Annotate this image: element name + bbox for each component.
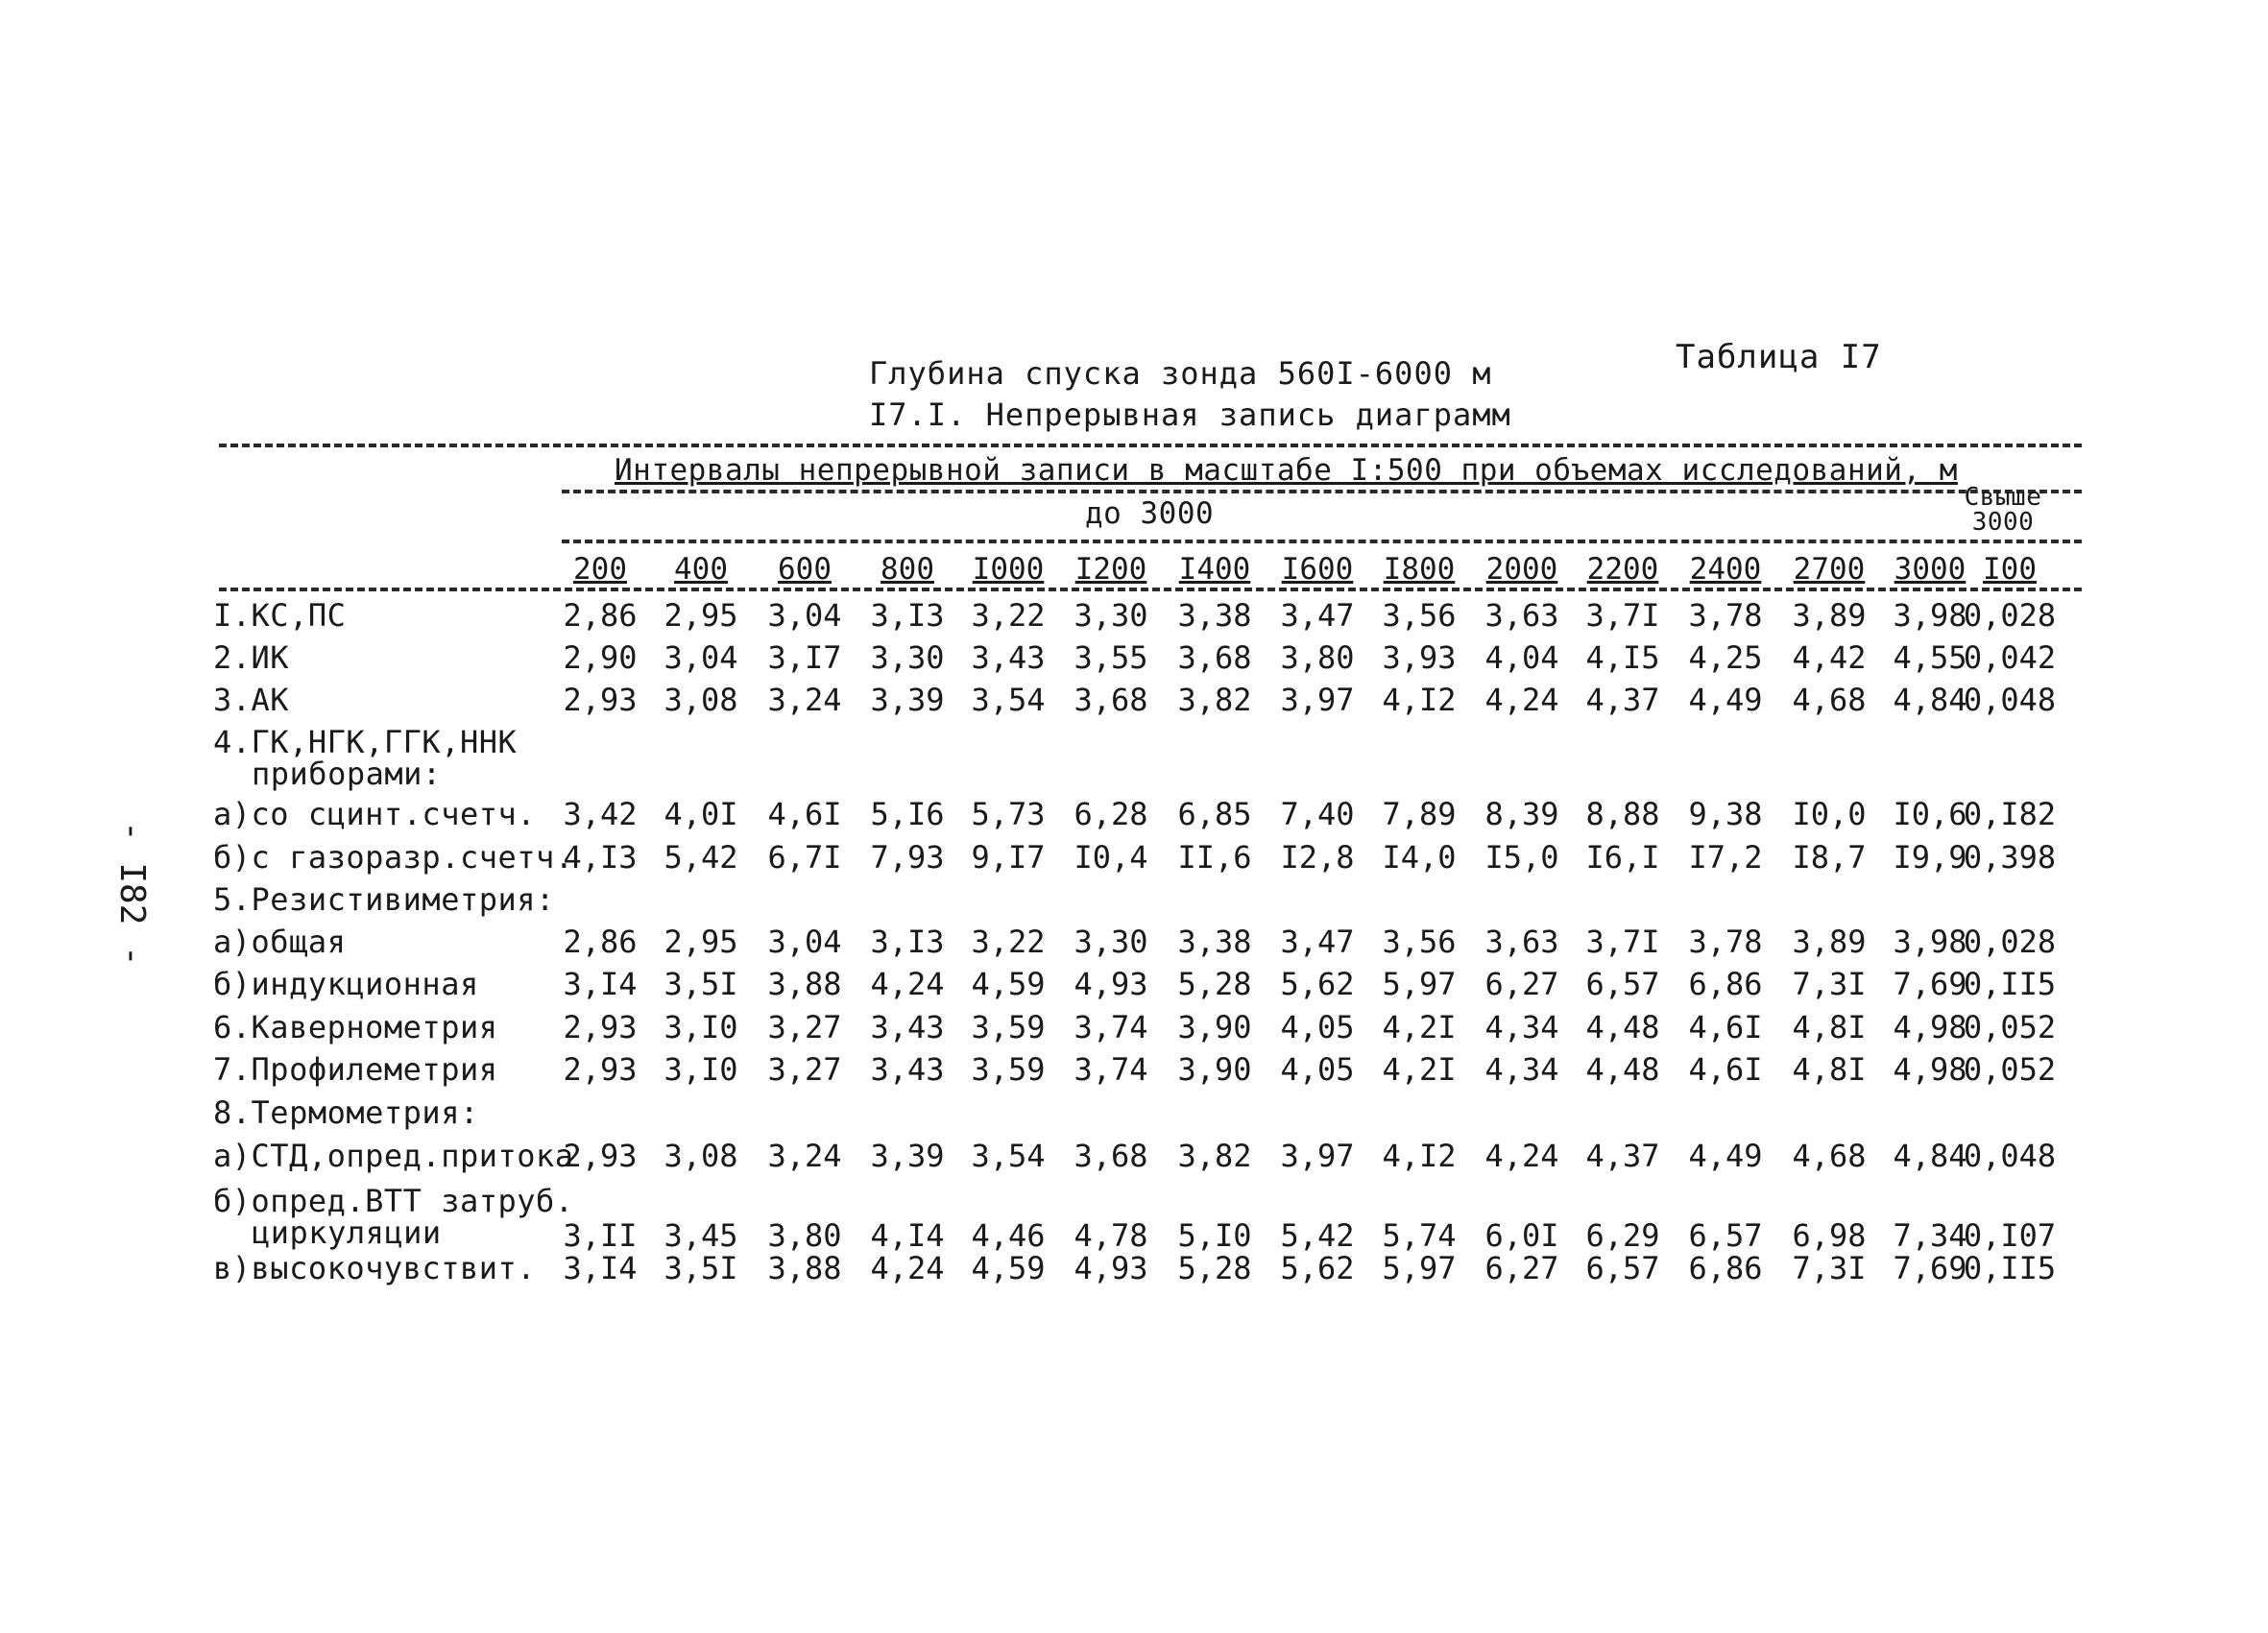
row-label: [213, 724, 518, 792]
row-label-text: 6.Кавернометрия: [213, 1009, 498, 1045]
table-cell: 7,69: [1893, 966, 1967, 1002]
table-cell: 0,048: [1963, 682, 2057, 718]
table-cell: 3,74: [1074, 1051, 1148, 1088]
table-cell: 4,68: [1792, 1138, 1867, 1174]
page-title: Глубина спуска зонда 560I-6000 м: [869, 355, 1492, 392]
table-cell: 4,I4: [870, 1217, 945, 1254]
table-cell: 0,052: [1963, 1051, 2057, 1088]
column-header: 2000: [1485, 552, 1558, 587]
header-rule-1: [562, 490, 2082, 493]
intervals-header: Интервалы непрерывной записи в масштабе I:500 при объемах исследований, м: [615, 453, 1958, 488]
table-cell: 3,82: [1177, 1138, 1252, 1174]
table-cell: 3,68: [1074, 682, 1148, 718]
table-cell: I0,0: [1792, 796, 1867, 832]
table-cell: 3,43: [971, 639, 1046, 676]
row-label-text: 4.ГК,НГК,ГГК,ННК: [213, 724, 518, 760]
row-label: [213, 881, 555, 918]
row-label: [213, 682, 289, 718]
header-rule-2: [562, 540, 2082, 543]
table-cell: 3,04: [767, 597, 842, 634]
table-cell: 4,84: [1893, 1138, 1967, 1174]
table-cell: 3,I0: [664, 1051, 738, 1088]
table-cell: 3,I3: [870, 924, 945, 960]
table-cell: 8,88: [1585, 796, 1660, 832]
page-number: - I82 -: [112, 821, 152, 967]
table-cell: 4,68: [1792, 682, 1867, 718]
table-cell: 4,55: [1893, 639, 1967, 676]
table-cell: 5,62: [1280, 1250, 1355, 1286]
table-cell: 3,24: [767, 682, 842, 718]
table-cell: 4,46: [971, 1217, 1046, 1254]
table-cell: 4,34: [1484, 1051, 1559, 1088]
table-cell: 3,56: [1382, 597, 1457, 634]
table-cell: 3,47: [1280, 597, 1355, 634]
table-cell: 6,7I: [767, 839, 842, 876]
table-cell: 3,88: [767, 1250, 842, 1286]
table-cell: 3,90: [1177, 1009, 1252, 1045]
table-cell: 0,028: [1963, 924, 2057, 960]
row-label: [213, 1094, 479, 1131]
column-header: I00: [1983, 552, 2037, 587]
column-header: 3000: [1894, 552, 1966, 587]
row-label-text: 2.ИК: [213, 639, 290, 676]
table-cell: 8,39: [1484, 796, 1559, 832]
table-cell: 3,56: [1382, 924, 1457, 960]
table-cell: 9,38: [1688, 796, 1763, 832]
table-cell: 3,30: [1074, 924, 1148, 960]
table-cell: 4,93: [1074, 966, 1148, 1002]
row-label: [213, 1183, 574, 1251]
table-cell: 4,6I: [1688, 1009, 1763, 1045]
table-cell: 3,5I: [664, 1250, 738, 1286]
table-cell: 0,052: [1963, 1009, 2057, 1045]
row-label-text: 8.Термометрия:: [213, 1094, 479, 1131]
row-label-text: I.КС,ПС: [213, 597, 347, 634]
table-cell: 4,49: [1688, 682, 1763, 718]
table-cell: 3,63: [1484, 924, 1559, 960]
table-cell: 3,74: [1074, 1009, 1148, 1045]
table-cell: 2,93: [563, 1138, 638, 1174]
table-cell: 5,I0: [1177, 1217, 1252, 1254]
table-cell: 4,6I: [767, 796, 842, 832]
row-label: [213, 1009, 497, 1045]
table-cell: 4,I3: [563, 839, 638, 876]
column-header: 600: [778, 552, 832, 587]
table-cell: 6,57: [1585, 966, 1660, 1002]
table-cell: 0,I07: [1963, 1217, 2057, 1254]
table-cell: 6,86: [1688, 966, 1763, 1002]
table-cell: 3,47: [1280, 924, 1355, 960]
table-cell: 4,6I: [1688, 1051, 1763, 1088]
table-cell: 3,55: [1074, 639, 1148, 676]
table-cell: 4,98: [1893, 1009, 1967, 1045]
table-cell: 4,24: [1484, 682, 1559, 718]
table-cell: 3,59: [971, 1009, 1046, 1045]
table-cell: 5,42: [1280, 1217, 1355, 1254]
row-label-text: а)СТД,опред.притока: [213, 1138, 574, 1174]
table-cell: 3,I4: [563, 966, 638, 1002]
row-label: [213, 597, 346, 634]
row-label-text: а)со сцинт.счетч.: [213, 796, 537, 832]
table-cell: 3,38: [1177, 597, 1252, 634]
table-cell: 7,69: [1893, 1250, 1967, 1286]
over-3000-header: [1955, 485, 2051, 535]
table-cell: 4,42: [1792, 639, 1867, 676]
table-cell: 3,78: [1688, 597, 1763, 634]
table-cell: 3,89: [1792, 924, 1867, 960]
table-cell: 3,90: [1177, 1051, 1252, 1088]
table-cell: 3,I7: [767, 639, 842, 676]
table-cell: 4,93: [1074, 1250, 1148, 1286]
table-cell: II,6: [1177, 839, 1252, 876]
table-cell: 5,42: [664, 839, 738, 876]
column-header: 400: [674, 552, 728, 587]
table-cell: 5,28: [1177, 966, 1252, 1002]
row-label: [213, 796, 536, 832]
table-cell: 3,39: [870, 1138, 945, 1174]
table-cell: 7,3I: [1792, 966, 1867, 1002]
table-cell: 6,27: [1484, 966, 1559, 1002]
column-header: 2400: [1689, 552, 1762, 587]
table-cell: 3,42: [563, 796, 638, 832]
table-cell: I2,8: [1280, 839, 1355, 876]
table-cell: 5,97: [1382, 1250, 1457, 1286]
table-cell: 0,042: [1963, 639, 2057, 676]
table-cell: 3,08: [664, 1138, 738, 1174]
table-cell: 5,73: [971, 796, 1046, 832]
table-cell: 3,68: [1177, 639, 1252, 676]
table-cell: I9,9: [1893, 839, 1967, 876]
table-cell: 4,37: [1585, 1138, 1660, 1174]
table-cell: I8,7: [1792, 839, 1867, 876]
table-cell: 5,28: [1177, 1250, 1252, 1286]
table-cell: 7,89: [1382, 796, 1457, 832]
table-cell: 3,88: [767, 966, 842, 1002]
table-cell: 3,I0: [664, 1009, 738, 1045]
row-label: [213, 839, 574, 876]
row-label: [213, 924, 346, 960]
table-cell: 2,86: [563, 597, 638, 634]
table-cell: 3,II: [563, 1217, 638, 1254]
table-cell: 6,86: [1688, 1250, 1763, 1286]
table-cell: 4,98: [1893, 1051, 1967, 1088]
row-label-text: б)индукционная: [213, 966, 479, 1002]
table-cell: 4,25: [1688, 639, 1763, 676]
table-cell: 9,I7: [971, 839, 1046, 876]
table-cell: I5,0: [1484, 839, 1559, 876]
table-cell: 7,40: [1280, 796, 1355, 832]
table-cell: 3,04: [767, 924, 842, 960]
table-cell: 3,7I: [1585, 597, 1660, 634]
table-cell: 6,28: [1074, 796, 1148, 832]
table-cell: 5,74: [1382, 1217, 1457, 1254]
column-header: 2700: [1793, 552, 1866, 587]
column-header: 2200: [1586, 552, 1659, 587]
column-header: 800: [881, 552, 934, 587]
table-cell: I0,4: [1074, 839, 1148, 876]
table-cell: 4,8I: [1792, 1051, 1867, 1088]
table-cell: 3,30: [1074, 597, 1148, 634]
table-cell: 5,97: [1382, 966, 1457, 1002]
row-label: [213, 1250, 536, 1286]
table-cell: 3,27: [767, 1009, 842, 1045]
table-cell: I4,0: [1382, 839, 1457, 876]
table-cell: 3,98: [1893, 924, 1967, 960]
table-cell: 4,05: [1280, 1009, 1355, 1045]
table-cell: 3,30: [870, 639, 945, 676]
table-cell: 4,34: [1484, 1009, 1559, 1045]
table-cell: 4,05: [1280, 1051, 1355, 1088]
table-cell: 4,24: [1484, 1138, 1559, 1174]
row-label: [213, 1051, 497, 1088]
row-label-text: а)общая: [213, 924, 347, 960]
row-label-text: 5.Резистивиметрия:: [213, 881, 555, 918]
table-cell: 4,I2: [1382, 1138, 1457, 1174]
row-label: [213, 639, 289, 676]
table-cell: 4,78: [1074, 1217, 1148, 1254]
table-cell: 3,I3: [870, 597, 945, 634]
table-cell: 3,82: [1177, 682, 1252, 718]
table-cell: 4,59: [971, 1250, 1046, 1286]
table-cell: 3,54: [971, 682, 1046, 718]
table-cell: 0,398: [1963, 839, 2057, 876]
row-label-text: б)с газоразр.счетч.: [213, 839, 574, 876]
table-cell: 3,80: [1280, 639, 1355, 676]
table-cell: 3,80: [767, 1217, 842, 1254]
row-label-continuation: циркуляции: [252, 1214, 442, 1251]
table-cell: 3,93: [1382, 639, 1457, 676]
table-cell: 3,08: [664, 682, 738, 718]
table-cell: 3,97: [1280, 682, 1355, 718]
table-cell: 4,0I: [664, 796, 738, 832]
table-cell: 5,62: [1280, 966, 1355, 1002]
table-cell: 5,I6: [870, 796, 945, 832]
table-cell: 2,95: [664, 597, 738, 634]
row-label-text: 7.Профилеметрия: [213, 1051, 498, 1088]
table-cell: 0,II5: [1963, 966, 2057, 1002]
table-cell: 3,27: [767, 1051, 842, 1088]
column-header: I600: [1281, 552, 1354, 587]
row-label-text: б)опред.ВТТ затруб.: [213, 1183, 574, 1219]
table-cell: 4,84: [1893, 682, 1967, 718]
table-cell: 3,45: [664, 1217, 738, 1254]
table-cell: 3,59: [971, 1051, 1046, 1088]
table-cell: 3,78: [1688, 924, 1763, 960]
table-cell: 4,8I: [1792, 1009, 1867, 1045]
table-cell: 0,048: [1963, 1138, 2057, 1174]
column-header: I000: [972, 552, 1045, 587]
header-bottom-rule: [219, 588, 2082, 591]
table-cell: 4,48: [1585, 1051, 1660, 1088]
table-cell: 3,63: [1484, 597, 1559, 634]
column-header: I200: [1074, 552, 1147, 587]
table-cell: 0,II5: [1963, 1250, 2057, 1286]
table-cell: 4,24: [870, 1250, 945, 1286]
table-cell: 0,028: [1963, 597, 2057, 634]
row-label: [213, 966, 479, 1002]
table-cell: 4,24: [870, 966, 945, 1002]
row-label-text: 3.АК: [213, 682, 290, 718]
table-cell: I7,2: [1688, 839, 1763, 876]
top-rule: [219, 444, 2082, 447]
over-3000-line2: 3000: [1971, 508, 2035, 537]
table-cell: 3,98: [1893, 597, 1967, 634]
table-cell: 2,90: [563, 639, 638, 676]
column-header: I800: [1383, 552, 1456, 587]
table-cell: 0,I82: [1963, 796, 2057, 832]
table-cell: 4,37: [1585, 682, 1660, 718]
table-cell: 2,93: [563, 1051, 638, 1088]
over-3000-line1: Свыше: [1964, 483, 2042, 512]
table-cell: 4,2I: [1382, 1051, 1457, 1088]
table-cell: 3,43: [870, 1051, 945, 1088]
table-cell: 6,57: [1688, 1217, 1763, 1254]
table-cell: 4,04: [1484, 639, 1559, 676]
table-cell: 3,5I: [664, 966, 738, 1002]
row-label: [213, 1138, 574, 1174]
table-number: Таблица I7: [1676, 338, 1882, 376]
table-cell: 4,I2: [1382, 682, 1457, 718]
table-cell: 6,85: [1177, 796, 1252, 832]
table-cell: 4,48: [1585, 1009, 1660, 1045]
table-cell: 4,2I: [1382, 1009, 1457, 1045]
table-cell: 3,38: [1177, 924, 1252, 960]
table-cell: 3,89: [1792, 597, 1867, 634]
column-header: I400: [1178, 552, 1251, 587]
table-cell: 3,7I: [1585, 924, 1660, 960]
table-cell: 2,95: [664, 924, 738, 960]
table-cell: 3,39: [870, 682, 945, 718]
table-subtitle: I7.I. Непрерывная запись диаграмм: [869, 396, 1511, 433]
table-cell: 3,22: [971, 924, 1046, 960]
table-cell: 3,22: [971, 597, 1046, 634]
table-cell: 4,I5: [1585, 639, 1660, 676]
table-cell: 6,27: [1484, 1250, 1559, 1286]
table-cell: 3,43: [870, 1009, 945, 1045]
table-cell: 3,24: [767, 1138, 842, 1174]
up-to-3000-header: до 3000: [1085, 496, 1215, 531]
table-cell: 6,57: [1585, 1250, 1660, 1286]
table-cell: 2,86: [563, 924, 638, 960]
row-label-continuation: приборами:: [252, 756, 442, 792]
table-cell: 6,29: [1585, 1217, 1660, 1254]
table-cell: 7,93: [870, 839, 945, 876]
table-cell: 3,54: [971, 1138, 1046, 1174]
table-cell: 6,98: [1792, 1217, 1867, 1254]
table-cell: 2,93: [563, 1009, 638, 1045]
table-cell: 3,97: [1280, 1138, 1355, 1174]
table-cell: 6,0I: [1484, 1217, 1559, 1254]
table-cell: 3,04: [664, 639, 738, 676]
table-cell: 3,68: [1074, 1138, 1148, 1174]
column-header: 200: [573, 552, 627, 587]
row-label-text: в)высокочувствит.: [213, 1250, 537, 1286]
table-cell: 7,3I: [1792, 1250, 1867, 1286]
table-cell: 3,I4: [563, 1250, 638, 1286]
table-cell: 4,49: [1688, 1138, 1763, 1174]
table-cell: 7,34: [1893, 1217, 1967, 1254]
table-cell: 2,93: [563, 682, 638, 718]
table-cell: I6,I: [1585, 839, 1660, 876]
table-cell: 4,59: [971, 966, 1046, 1002]
table-cell: I0,6: [1893, 796, 1967, 832]
